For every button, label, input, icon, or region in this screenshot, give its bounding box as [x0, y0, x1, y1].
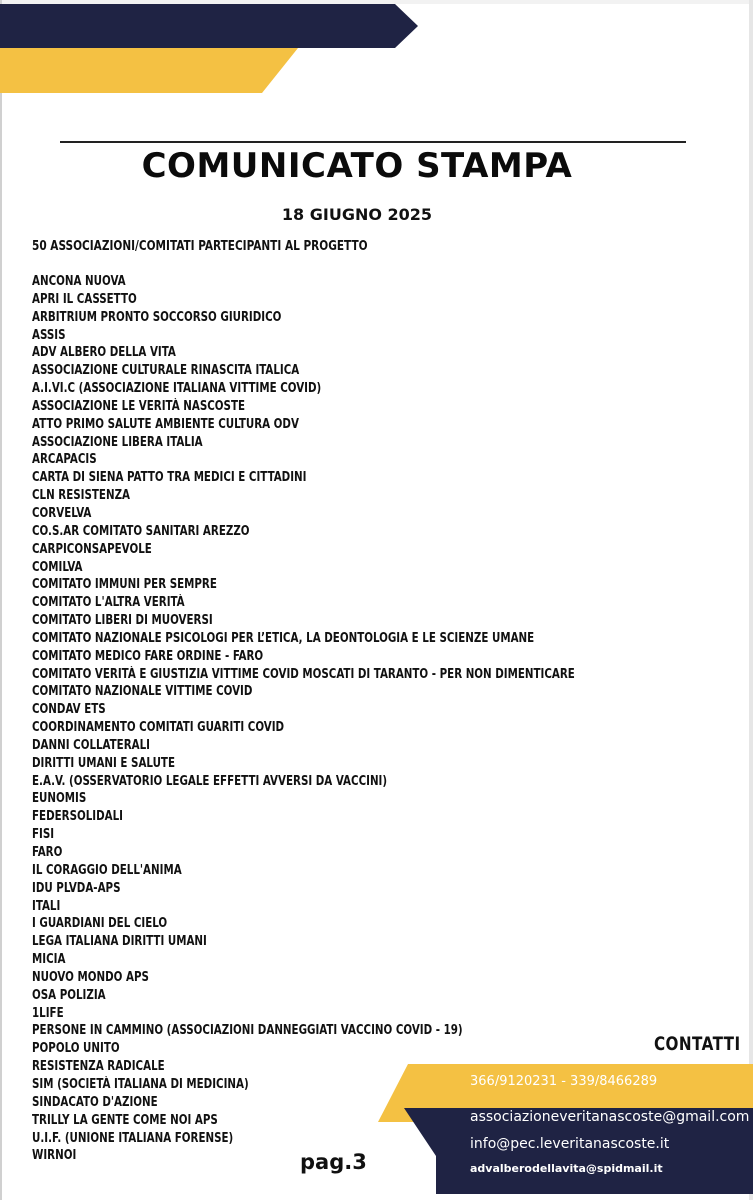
- release-date: 18 GIUGNO 2025: [281, 205, 433, 224]
- page-title: COMUNICATO STAMPA: [141, 146, 573, 186]
- organization-item: PERSONE IN CAMMINO (ASSOCIAZIONI DANNEGGIATI VACCINO COVID - 19): [32, 1023, 463, 1039]
- organization-item: ASSOCIAZIONE LE VERITÀ NASCOSTE: [32, 398, 246, 414]
- organization-item: NUOVO MONDO APS: [32, 969, 149, 985]
- organization-item: COMITATO VERITÀ E GIUSTIZIA VITTIME COVID MOSCATI DI TARANTO - PER NON DIMENTICARE: [32, 666, 575, 682]
- organization-item: ASSOCIAZIONE LIBERA ITALIA: [32, 434, 203, 450]
- organization-item: OSA POLIZIA: [32, 987, 106, 1003]
- title-divider: [60, 141, 686, 143]
- page-top-edge: [0, 0, 753, 4]
- organization-item: COMITATO MEDICO FARE ORDINE - FARO: [32, 648, 264, 664]
- contact-email-pec[interactable]: info@pec.leveritanascoste.it: [470, 1136, 670, 1152]
- organization-item: RESISTENZA RADICALE: [32, 1059, 165, 1075]
- organization-item: CO.S.AR COMITATO SANITARI AREZZO: [32, 523, 250, 539]
- organization-item: CARTA DI SIENA PATTO TRA MEDICI E CITTADINI: [32, 470, 307, 486]
- organization-item: SINDACATO D'AZIONE: [32, 1094, 158, 1110]
- organization-item: CLN RESISTENZA: [32, 488, 131, 504]
- organization-item: COMILVA: [32, 559, 83, 575]
- organization-item: COMITATO NAZIONALE PSICOLOGI PER L’ETICA, LA DEONTOLOGIA E LE SCIENZE UMANE: [32, 630, 535, 646]
- organization-item: DIRITTI UMANI E SALUTE: [32, 755, 175, 771]
- list-heading: 50 ASSOCIAZIONI/COMITATI PARTECIPANTI AL PROGETTO: [32, 239, 368, 254]
- contacts-heading: CONTATTI: [654, 1033, 741, 1055]
- organization-item: CARPICONSAPEVOLE: [32, 541, 152, 557]
- organization-item: ASSIS: [32, 327, 66, 343]
- organization-item: CONDAV ETS: [32, 702, 106, 718]
- contact-email-spidmail[interactable]: advalberodellavita@spidmail.it: [470, 1162, 663, 1175]
- organization-item: ARBITRIUM PRONTO SOCCORSO GIURIDICO: [32, 309, 282, 325]
- header-navy-banner: [0, 4, 418, 48]
- organization-item: COMITATO L'ALTRA VERITÀ: [32, 595, 185, 611]
- organizations-list: [32, 273, 649, 1165]
- organization-item: WIRNOI: [32, 1148, 77, 1164]
- organization-item: DANNI COLLATERALI: [32, 737, 150, 753]
- header-yellow-banner: [0, 48, 298, 93]
- organization-item: APRI IL CASSETTO: [32, 291, 137, 307]
- organization-item: FARO: [32, 845, 63, 860]
- organization-item: COORDINAMENTO COMITATI GUARITI COVID: [32, 720, 285, 736]
- organization-item: ITALI: [32, 898, 61, 914]
- organization-item: U.I.F. (UNIONE ITALIANA FORENSE): [32, 1130, 234, 1146]
- organization-item: ASSOCIAZIONE CULTURALE RINASCITA ITALICA: [32, 363, 300, 379]
- organization-item: LEGA ITALIANA DIRITTI UMANI: [32, 934, 207, 950]
- organization-item: COMITATO NAZIONALE VITTIME COVID: [32, 684, 253, 700]
- organization-item: MICIA: [32, 952, 66, 968]
- organization-item: ANCONA NUOVA: [32, 274, 126, 289]
- organization-item: FEDERSOLIDALI: [32, 809, 124, 825]
- organization-item: I GUARDIANI DEL CIELO: [32, 916, 168, 932]
- organization-item: POPOLO UNITO: [32, 1041, 120, 1057]
- organization-item: COMITATO IMMUNI PER SEMPRE: [32, 577, 217, 593]
- organization-item: IL CORAGGIO DELL'ANIMA: [32, 862, 182, 878]
- organization-item: TRILLY LA GENTE COME NOI APS: [32, 1112, 218, 1128]
- contact-email-gmail[interactable]: associazioneveritanascoste@gmail.com: [470, 1109, 750, 1125]
- organization-item: ADV ALBERO DELLA VITA: [32, 345, 176, 361]
- page-number: pag.3: [300, 1150, 367, 1174]
- organization-item: COMITATO LIBERI DI MUOVERSI: [32, 613, 213, 629]
- organization-item: SIM (SOCIETÀ ITALIANA DI MEDICINA): [32, 1076, 249, 1092]
- organization-item: IDU PLVDA-APS: [32, 880, 121, 896]
- organization-item: FISI: [32, 827, 55, 843]
- contact-phones: 366/9120231 - 339/8466289: [470, 1074, 658, 1089]
- organization-item: 1LIFE: [32, 1005, 64, 1021]
- organization-item: A.I.VI.C (ASSOCIAZIONE ITALIANA VITTIME COVID): [32, 381, 322, 397]
- organization-item: EUNOMIS: [32, 791, 87, 807]
- organization-item: CORVELVA: [32, 505, 92, 521]
- organization-item: E.A.V. (OSSERVATORIO LEGALE EFFETTI AVVERSI DA VACCINI): [32, 773, 388, 789]
- organization-item: ATTO PRIMO SALUTE AMBIENTE CULTURA ODV: [32, 416, 299, 432]
- page-right-edge: [749, 0, 753, 1200]
- organization-item: ARCAPACIS: [32, 452, 97, 468]
